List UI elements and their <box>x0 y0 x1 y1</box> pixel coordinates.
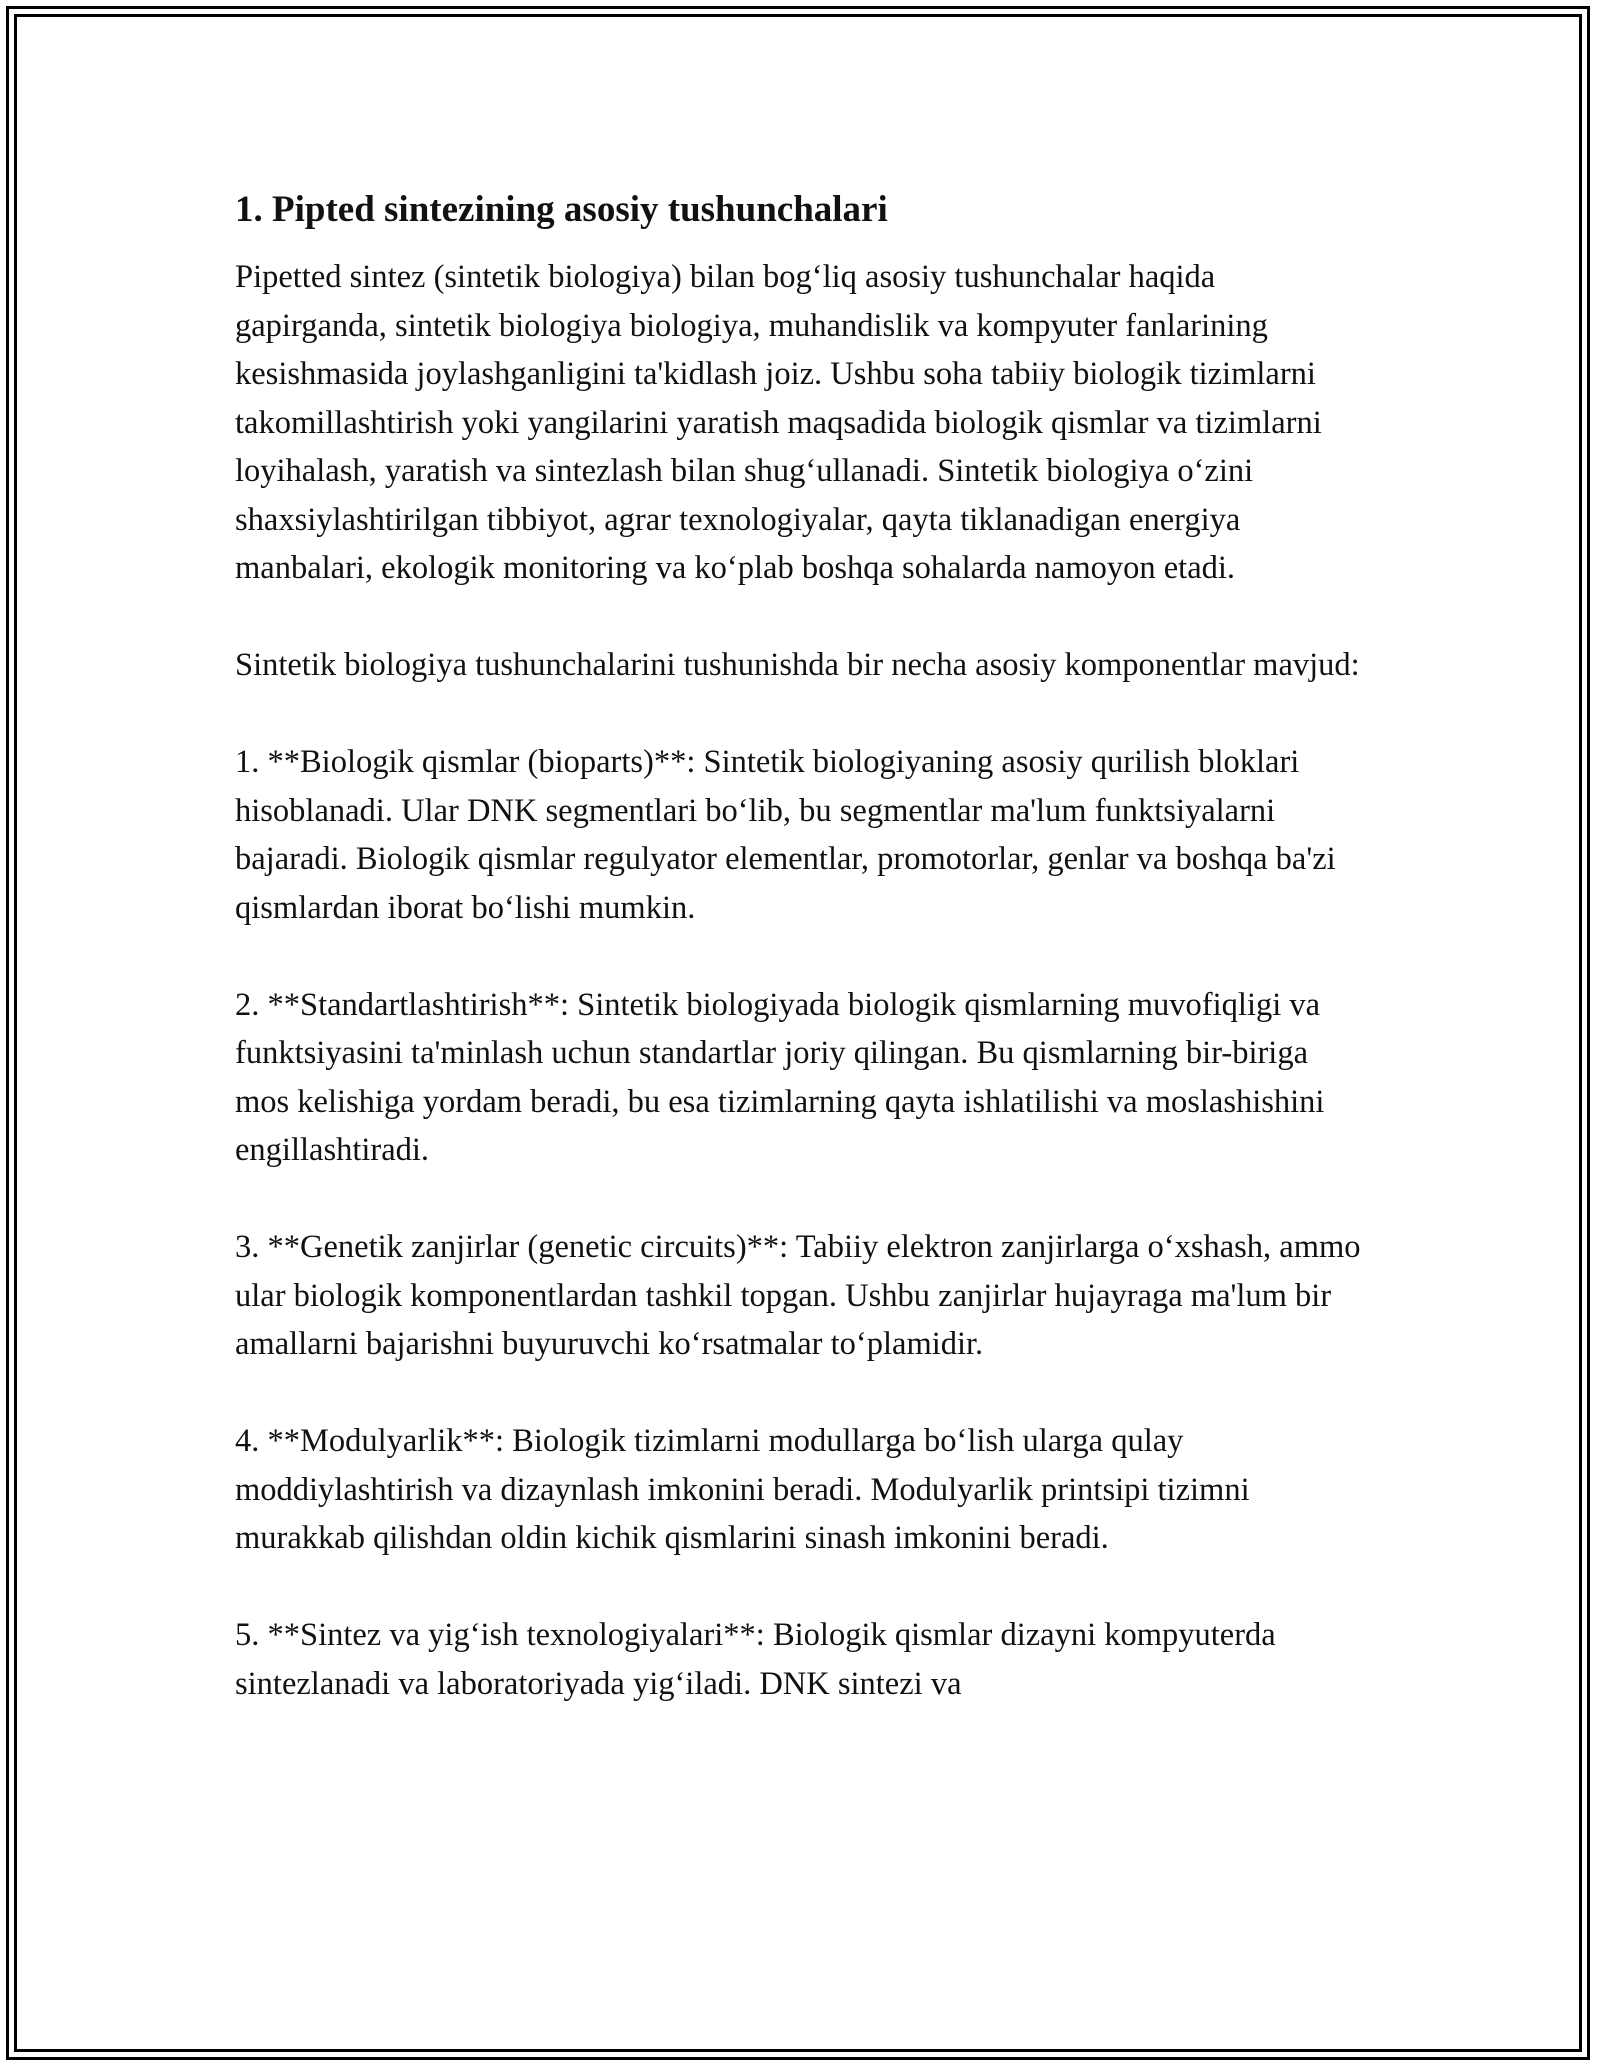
list-item-modularity: 4. **Modulyarlik**: Biologik tizimlarni modullarga bo‘lish ularga qulay moddiylashtirish va dizaynlash imkonini beradi. Modulyarlik printsipi tizimni murakkab qilishdan oldin kichik qismlarini sinash imkonini beradi. <box>235 1423 1250 1556</box>
list-item-genetic-circuits: 3. **Genetik zanjirlar (genetic circuits)**: Tabiiy elektron zanjirlarga o‘xshash, ammo ular biologik komponentlardan tashkil topgan. Ushbu zanjirlar hujayraga ma'lum bir amallarni bajarishni buyuruvchi ko‘rsatmalar to‘plamidir. <box>235 1229 1361 1362</box>
intro-paragraph: Pipetted sintez (sintetik biologiya) bilan bog‘liq asosiy tushunchalar haqida gapirganda, sintetik biologiya biologiya, muhandislik va kompyuter fanlarining kesishmasida joylashganligini ta'kidlash joiz. Ushbu soha tabiiy biologik tizimlarni takomillashtirish yoki yangilarini yaratish maqsadida biologik qismlar va tizimlarni loyihalash, yaratish va sintezlash bilan shug‘ullanadi. Sintetik biologiya o‘zini shaxsiylashtirilgan tibbiyot, agrar texnologiyalar, qayta tiklanadigan energiya manbalari, ekologik monitoring va ko‘plab boshqa sohalarda namoyon etadi. <box>235 259 1322 586</box>
list-item-standardization: 2. **Standartlashtirish**: Sintetik biologiyada biologik qismlarning muvofiqligi va funktsiyasini ta'minlash uchun standartlar joriy qilingan. Bu qismlarning bir-biriga mos kelishiga yordam beradi, bu esa tizimlarning qayta ishlatilishi va moslashishini engillashtiradi. <box>235 986 1325 1168</box>
components-intro-paragraph: Sintetik biologiya tushunchalarini tushunishda bir necha asosiy komponentlar mavjud: <box>235 647 1360 683</box>
section-heading: 1. Pipted sintezining asosiy tushunchalari <box>235 189 888 230</box>
document-body <box>235 185 1365 1757</box>
list-item-bioparts: 1. **Biologik qismlar (bioparts)**: Sintetik biologiyaning asosiy qurilish bloklari hisoblanadi. Ular DNK segmentlari bo‘lib, bu segmentlar ma'lum funktsiyalarni bajaradi. Biologik qismlar regulyator elementlar, promotorlar, genlar va boshqa ba'zi qismlardan iborat bo‘lishi mumkin. <box>235 744 1336 926</box>
list-item-synthesis: 5. **Sintez va yig‘ish texnologiyalari**: Biologik qismlar dizayni kompyuterda sintezlanadi va laboratoriyada yig‘iladi. DNK sintezi va <box>235 1617 1276 1702</box>
